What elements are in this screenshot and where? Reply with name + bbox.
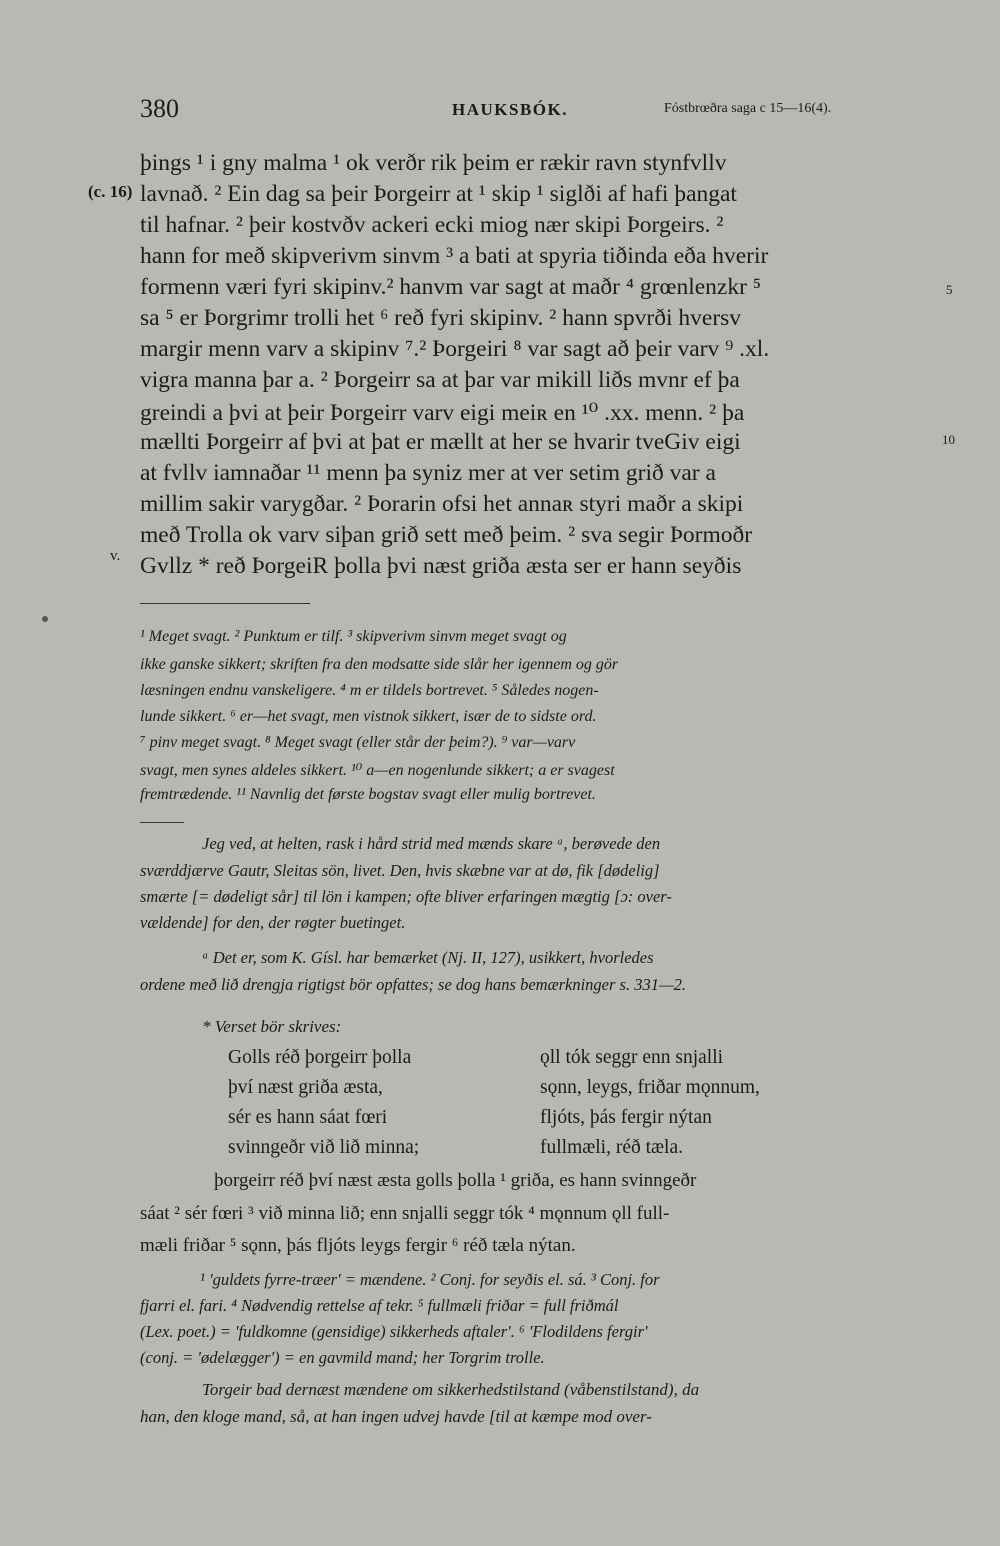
text-line: millim sakir varygðar. ² Þorarin ofsi het annaʀ styri maðr a skipi bbox=[140, 491, 744, 517]
footnote-line: ¹ Meget svagt. ² Punktum er tilf. ³ skipverivm sinvm meget svagt og bbox=[140, 628, 567, 645]
footnote-line: svagt, men synes aldeles sikkert. ¹⁰ a—en nogenlunde sikkert; a er svagest bbox=[140, 762, 615, 779]
translation-note-line: ordene með lið drengja rigtigst bör opfattes; se dog hans bemærkninger s. 331—2. bbox=[140, 975, 686, 994]
translation-line: smærte [= dødeligt sår] til lön i kampen; ofte bliver erfaringen mægtig [ɔ: over- bbox=[140, 887, 672, 906]
text-line: hann for með skipverivm sinvm ³ a bati at spyria tiðinda eða hverir bbox=[140, 243, 769, 269]
text-line: margir menn varv a skipinv ⁷.² Þorgeiri ⁸ var sagt að þeir varv ⁹ .xl. bbox=[140, 336, 770, 362]
verse-line-left: sér es hann sáat fœri bbox=[228, 1107, 388, 1128]
verse-note-line: ¹ 'guldets fyrre-træer' = mændene. ² Conj. for seyðis el. sá. ³ Conj. for bbox=[200, 1270, 660, 1289]
final-translation-line: Torgeir bad dernæst mændene om sikkerhedstilstand (våbenstilstand), da bbox=[202, 1380, 700, 1399]
final-translation-line: han, den kloge mand, så, at han ingen udvej havde [til at kæmpe mod over- bbox=[140, 1407, 652, 1426]
text-line: til hafnar. ² þeir kostvðv ackeri ecki miog nær skipi Þorgeirs. ² bbox=[140, 212, 724, 238]
verse-line-right: ǫll tók seggr enn snjalli bbox=[540, 1047, 724, 1068]
page-number: 380 bbox=[140, 94, 179, 123]
prose-line: mæli friðar ⁵ sǫnn, þás fljóts leygs fergir ⁶ réð tæla nýtan. bbox=[140, 1235, 576, 1256]
footnote-divider bbox=[140, 603, 310, 604]
translation-line: sværddjærve Gautr, Sleitas sön, livet. Den, hvis skæbne var at dø, fik [dødelig] bbox=[140, 861, 660, 880]
margin-dot bbox=[42, 616, 48, 622]
footnote-line: læsningen endnu vanskeligere. ⁴ m er tildels bortrevet. ⁵ Således nogen- bbox=[140, 682, 599, 699]
verse-line-right: sǫnn, leygs, friðar mǫnnum, bbox=[540, 1077, 760, 1098]
chapter-marker: (c. 16) bbox=[88, 182, 133, 201]
translation-line: Jeg ved, at helten, rask i hård strid med mænds skare ᵃ, berøvede den bbox=[202, 834, 661, 853]
verse-line-left: svinngeðr við lið minna; bbox=[228, 1137, 420, 1158]
text-line: vigra manna þar a. ² Þorgeirr sa at þar var mikill liðs mvnr ef þa bbox=[140, 367, 740, 393]
translation-divider bbox=[140, 822, 184, 823]
text-line: þings ¹ i gny malma ¹ ok verðr rik þeim er rækir ravn stynfvllv bbox=[140, 150, 727, 176]
footnote-line: ⁷ pinv meget svagt. ⁸ Meget svagt (eller står der þeim?). ⁹ var—varv bbox=[140, 734, 576, 751]
book-title: HAUKSBÓK. bbox=[452, 100, 568, 119]
text-line: greindi a þvi at þeir Þorgeirr varv eigi meiʀ en ¹⁰ .xx. menn. ² þa bbox=[140, 400, 745, 426]
verse-note-line: fjarri el. fari. ⁴ Nødvendig rettelse af tekr. ⁵ fullmæli friðar = full friðmál bbox=[140, 1296, 619, 1315]
text-line: sa ⁵ er Þorgrimr trolli het ⁶ reð fyri skipinv. ² hann spvrði hversv bbox=[140, 305, 742, 331]
footnote-line: lunde sikkert. ⁶ er—het svagt, men vistnok sikkert, især de to sidste ord. bbox=[140, 708, 597, 725]
verse-note-line: (Lex. poet.) = 'fuldkomne (gensidige) sikkerheds aftaler'. ⁶ 'Flodildens fergir' bbox=[140, 1322, 648, 1341]
text-line: lavnað. ² Ein dag sa þeir Þorgeirr at ¹ skip ¹ siglði af hafi þangat bbox=[140, 181, 737, 207]
verse-marker: v. bbox=[110, 548, 121, 564]
prose-line: þorgeirr réð því næst æsta golls þolla ¹ griða, es hann svinngeðr bbox=[214, 1170, 697, 1191]
footnote-line: ikke ganske sikkert; skriften fra den modsatte side slår her igennem og gör bbox=[140, 656, 619, 673]
text-line: með Trolla ok varv siþan grið sett með þeim. ² sva segir Þormoðr bbox=[140, 522, 753, 548]
text-line: mællti Þorgeirr af þvi at þat er mællt at her se hvarir tveGiv eigi bbox=[140, 429, 741, 455]
prose-line: sáat ² sér fœri ³ við minna lið; enn snjalli seggr tók ⁴ mǫnnum ǫll full- bbox=[140, 1203, 670, 1224]
translation-note-line: ᵃ Det er, som K. Gísl. har bemærket (Nj. II, 127), usikkert, hvorledes bbox=[202, 948, 654, 967]
verse-heading: * Verset bör skrives: bbox=[202, 1017, 342, 1036]
verse-note-line: (conj. = 'ødelægger') = en gavmild mand; her Torgrim trolle. bbox=[140, 1348, 545, 1367]
text-line: at fvllv iamnaðar ¹¹ menn þa syniz mer at ver setim grið var a bbox=[140, 460, 716, 486]
verse-line-right: fljóts, þás fergir nýtan bbox=[540, 1107, 712, 1128]
verse-line-left: Golls réð þorgeirr þolla bbox=[228, 1047, 412, 1068]
verse-line-right: fullmæli, réð tæla. bbox=[540, 1137, 683, 1158]
text-line: formenn væri fyri skipinv.² hanvm var sagt at maðr ⁴ grœnlenzkr ⁵ bbox=[140, 274, 762, 300]
line-number-10: 10 bbox=[942, 432, 955, 447]
verse-line-left: því næst griða æsta, bbox=[228, 1077, 383, 1098]
line-number-5: 5 bbox=[946, 282, 953, 297]
section-reference: Fóstbrœðra saga c 15—16(4). bbox=[664, 101, 832, 116]
translation-line: vældende] for den, der røgter buetinget. bbox=[140, 913, 406, 932]
text-line: Gvllz * reð ÞorgeiR þolla þvi næst griða æsta ser er hann seyðis bbox=[140, 553, 742, 579]
footnote-line: fremtrædende. ¹¹ Navnlig det første bogstav svagt eller mulig bortrevet. bbox=[140, 786, 596, 803]
